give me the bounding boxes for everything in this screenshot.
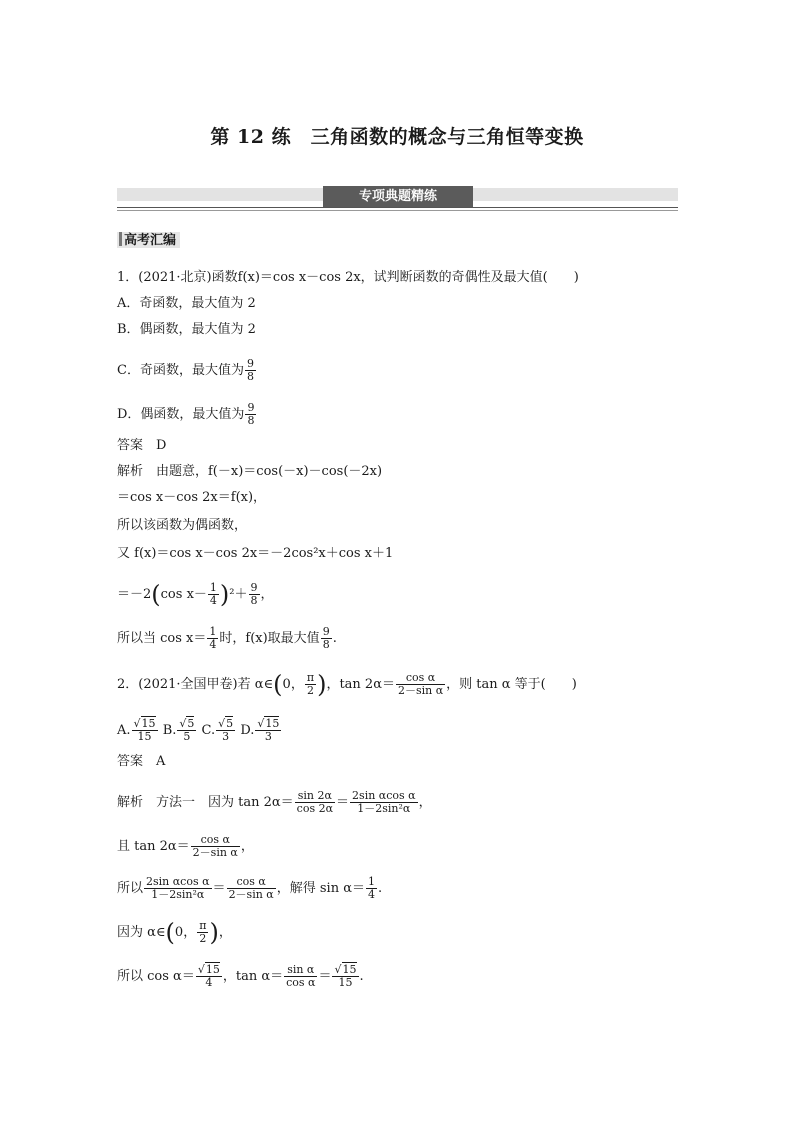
- q2-options: A. $\frac{√15}{15}$ B. $\frac{√5}{5}$ C. $\frac{√5}{3}$ D. $\frac{√15}{3}$: [117, 717, 280, 743]
- fraction: $\frac{1}{4}$: [367, 875, 375, 901]
- page-title: 第 12 练 三角函数的概念与三角恒等变换: [210, 126, 584, 148]
- fraction: $\frac{\pi}{2}$: [306, 671, 315, 697]
- section-label: 高考汇编: [124, 233, 177, 248]
- section-bar-icon: [119, 232, 122, 246]
- fraction: $\frac{9}{8}$: [322, 625, 330, 651]
- fraction: $\frac{√15}{15}$: [334, 963, 357, 989]
- fraction: $\frac{\text{cos α}}{\text{2－sin α}}$: [397, 671, 444, 697]
- section-banner: [117, 182, 678, 212]
- q1-solution-line: 解析 由题意，f(－x)＝cos(－x)－cos(－2x): [117, 464, 383, 479]
- q2-answer: 答案 A: [117, 754, 166, 769]
- q1-solution-line: ＝－2(cos x－ $\frac{1}{4}$ )²＋ $\frac{9}{8}$ ，: [117, 580, 274, 609]
- q2-solution-line: 且 tan 2α＝ $\frac{\text{cos α}}{\text{2－sin α}}$ ，: [117, 833, 254, 859]
- q1-option-b: B．偶函数，最大值为 2: [117, 322, 256, 337]
- fraction: $\frac{\text{2sin αcos α}}{\text{1－2sin²α}}$: [352, 789, 416, 815]
- q1-option-c: [117, 358, 257, 383]
- fraction: $\frac{√5}{3}$: [218, 717, 234, 743]
- fraction: $\frac{9}{8}$: [250, 581, 258, 607]
- q1-solution-line: ＝cos x－cos 2x＝f(x)，: [117, 490, 267, 505]
- fraction: $\frac{√15}{15}$: [133, 717, 156, 743]
- fraction: $\frac{√5}{5}$: [179, 717, 195, 743]
- q1-stem: 1．(2021·北京)函数f(x)＝cos x－cos 2x，试判断函数的奇偶性及最大值( ): [117, 270, 579, 285]
- q2-solution-line: 因为 α∈(0， $\frac{\pi}{2}$ )，: [117, 918, 232, 947]
- banner-label: 专项典题精练: [323, 186, 473, 207]
- q1-answer: 答案 D: [117, 438, 167, 453]
- fraction: $\frac{1}{4}$: [209, 581, 217, 607]
- q2-solution-line: 所以 $\frac{\text{2sin αcos α}}{\text{1－2sin²α}}$ ＝ $\frac{\text{cos α}}{\text{2－sin α}}$ ，解得 sin α＝ $\frac{1}{4}$ .: [117, 875, 383, 901]
- fraction: $\frac{√15}{4}$: [197, 963, 220, 989]
- q1-option-c-text: C．奇函数，最大值为: [117, 363, 244, 378]
- banner-rule-thin: [117, 210, 678, 211]
- fraction: $\frac{\text{cos α}}{\text{2－sin α}}$: [192, 833, 238, 859]
- fraction: $\frac{\text{2sin αcos α}}{\text{1－2sin²α}}$: [146, 875, 210, 901]
- section-tag: [117, 232, 180, 248]
- q1-solution-line: 所以该函数为偶函数，: [117, 518, 248, 533]
- fraction: $\frac{√15}{3}$: [257, 717, 280, 743]
- fraction: $\frac{9}{8}$: [246, 357, 254, 383]
- fraction: $\frac{\sin 2\alpha}{\cos 2\alpha}$: [296, 789, 334, 815]
- q1-option-d-text: D．偶函数，最大值为: [117, 407, 245, 422]
- q2-solution-line: 所以 cos α＝ $\frac{√15}{4}$ ，tan α＝ $\frac{\text{sin α}}{\text{cos α}}$ ＝ $\frac{√15}{15}$ .: [117, 963, 364, 989]
- q2-stem: 2．(2021·全国甲卷)若 α∈(0， $\frac{\pi}{2}$ )，tan 2α＝ $\frac{\text{cos α}}{\text{2－sin α}}$ ，则 tan α 等于( ): [117, 670, 577, 699]
- q1-option-a: A．奇函数，最大值为 2: [117, 296, 256, 311]
- q1-solution-line: 又 f(x)＝cos x－cos 2x＝－2cos²x＋cos x＋1: [117, 546, 394, 561]
- banner-rule: [117, 207, 678, 208]
- fraction: $\frac{\text{cos α}}{\text{2－sin α}}$: [228, 875, 274, 901]
- fraction: $\frac{\pi}{2}$: [199, 919, 207, 945]
- q1-option-d: [117, 402, 257, 427]
- fraction: $\frac{1}{4}$: [209, 625, 217, 651]
- fraction: $\frac{\text{sin α}}{\text{cos α}}$: [286, 963, 316, 989]
- q1-solution-line: 所以当 cos x＝ $\frac{1}{4}$ 时，f(x)取最大值 $\frac{9}{8}$ .: [117, 625, 337, 651]
- fraction: $\frac{9}{8}$: [247, 401, 255, 427]
- q2-solution-line: 解析 方法一 因为 tan 2α＝ $\frac{\sin 2\alpha}{\cos 2\alpha}$ ＝ $\frac{\text{2sin αcos α}}{\text{1－2sin²α}}$ ，: [117, 789, 432, 815]
